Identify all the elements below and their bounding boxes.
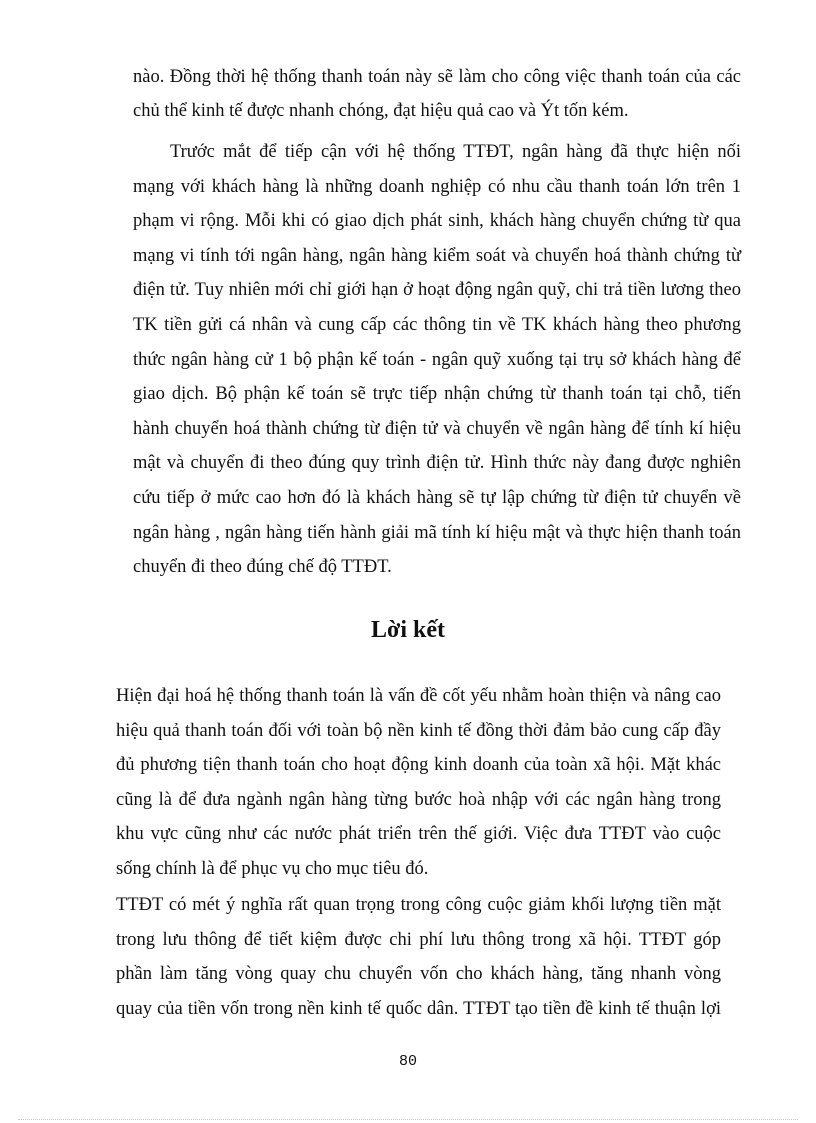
body-paragraph — [133, 135, 741, 585]
paragraph-line: Hiện đại hoá hệ thống thanh toán là vấn đề cốt yếu nhằm hoàn thiện và nâng cao — [116, 686, 721, 706]
paragraph-line: chuyển đi theo đúng chế độ TTĐT. — [133, 557, 392, 578]
page-bottom-divider — [18, 1119, 798, 1120]
paragraph-line: thức ngân hàng cử 1 bộ phận kế toán - ngân quỹ xuống tại trụ sở khách hàng để — [133, 349, 741, 370]
paragraph-line: chủ thể kinh tế được nhanh chóng, đạt hiệu quả cao và Ýt tốn kém. — [133, 101, 629, 121]
paragraph-line: cũng là để đưa ngành ngân hàng từng bước hoà nhập với các ngân hàng trong — [116, 789, 721, 810]
paragraph-line: ngân hàng , ngân hàng tiến hành giải mã tính kí hiệu mật và thực hiện thanh toán — [133, 522, 741, 543]
intro-paragraph — [133, 60, 741, 128]
paragraph-line: TK tiền gửi cá nhân và cung cấp các thông tin về TK khách hàng theo phương — [133, 314, 741, 335]
paragraph-line: mạng vi tính tới ngân hàng, ngân hàng kiểm soát và chuyển hoá thành chứng từ — [133, 245, 741, 266]
page-number: 80 — [398, 1053, 417, 1070]
paragraph-line: quay của tiền vốn trong nền kinh tế quốc dân. TTĐT tạo tiền đề kinh tế thuận lợi — [116, 998, 721, 1019]
paragraph-line: giao dịch. Bộ phận kế toán sẽ trực tiếp nhận chứng từ thanh toán tại chỗ, tiến — [133, 384, 741, 405]
paragraph-line: khu vực cũng như các nước phát triển trên thế giới. Việc đưa TTĐT vào cuộc — [116, 824, 721, 845]
paragraph-line: cứu tiếp ở mức cao hơn đó là khách hàng sẽ tự lập chứng từ điện tử chuyển về — [133, 487, 741, 508]
conclusion-paragraph-1 — [116, 679, 721, 887]
paragraph-line: sống chính là để phục vụ cho mục tiêu đó. — [116, 858, 429, 879]
paragraph-line: hiệu quả thanh toán đối với toàn bộ nền kinh tế đồng thời đảm bảo cung cấp đầy — [116, 720, 721, 741]
paragraph-line: nào. Đồng thời hệ thống thanh toán này sẽ làm cho công việc thanh toán của các — [133, 67, 741, 87]
paragraph-line: trong lưu thông để tiết kiệm được chi phí lưu thông trong xã hội. TTĐT góp — [116, 929, 721, 950]
paragraph-line: hành chuyển hoá thành chứng từ điện tử và chuyển về ngân hàng để tính kí hiệu — [133, 418, 741, 439]
paragraph-line: điện tử. Tuy nhiên mới chỉ giới hạn ở hoạt động ngân quỹ, chi trả tiền lương theo — [133, 280, 741, 301]
paragraph-line: phạm vi rộng. Mỗi khi có giao dịch phát sinh, khách hàng chuyển chứng từ qua — [133, 211, 741, 232]
paragraph-line: phần làm tăng vòng quay chu chuyển vốn cho khách hàng, tăng nhanh vòng — [116, 964, 721, 985]
paragraph-line: Trước mắt để tiếp cận với hệ thống TTĐT, ngân hàng đã thực hiện nối — [170, 142, 741, 162]
paragraph-line: mật và chuyển đi theo đúng quy trình điện tử. Hình thức này đang được nghiên — [133, 453, 741, 474]
paragraph-line: TTĐT có mét ý nghĩa rất quan trọng trong công cuộc giảm khối lượng tiền mặt — [116, 895, 721, 915]
paragraph-line: đủ phương tiện thanh toán cho hoạt động kinh doanh của toàn xã hội. Mặt khác — [116, 755, 721, 776]
conclusion-paragraph-2 — [116, 888, 721, 1026]
section-heading: Lời kết — [371, 617, 445, 643]
paragraph-line: mạng với khách hàng là những doanh nghiệp có nhu cầu thanh toán lớn trên 1 — [133, 176, 741, 197]
